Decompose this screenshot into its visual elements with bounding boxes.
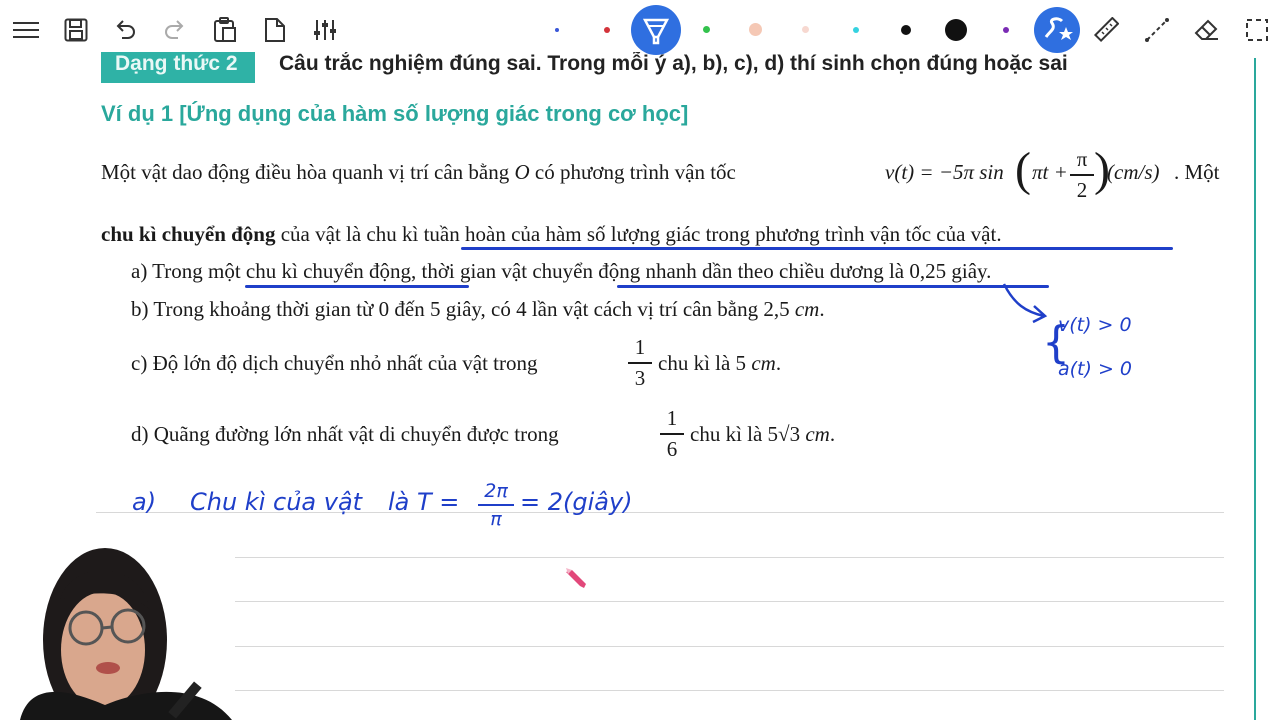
handwritten-underline-2 — [245, 285, 469, 288]
pi-over-2-fraction: π 2 — [1070, 147, 1094, 203]
undo-icon[interactable] — [107, 8, 143, 52]
handwritten-brace: { — [1042, 317, 1070, 368]
presenter-webcam — [0, 540, 235, 720]
paren-open: ( — [1015, 143, 1031, 196]
color-black-small[interactable] — [901, 25, 911, 35]
clipboard-icon[interactable] — [207, 8, 243, 52]
page-right-border — [1254, 58, 1256, 720]
handwritten-underline-3 — [617, 285, 1049, 288]
option-c: c) Độ lớn độ dịch chuyển nhỏ nhất của vật trong — [131, 351, 538, 375]
one-sixth-fraction: 1 6 — [660, 406, 684, 462]
question-type-tag: Dạng thức 2 — [101, 52, 255, 83]
page-icon[interactable] — [257, 8, 293, 52]
highlighter-tool-active[interactable] — [631, 5, 681, 55]
handwritten-fraction: 2π π — [478, 480, 514, 530]
question-type-description: Câu trắc nghiệm đúng sai. Trong mỗi ý a), b), c), d) thí sinh chọn đúng hoặc sai — [279, 52, 1068, 75]
velocity-equation-arg: πt + — [1032, 160, 1068, 184]
line-icon[interactable] — [1139, 8, 1175, 52]
eraser-icon[interactable] — [1189, 8, 1225, 52]
problem-text-line1: Một vật dao động điều hòa quanh vị trí cân bằng O có phương trình vận tốc — [101, 160, 736, 184]
option-d: d) Quãng đường lớn nhất vật di chuyển được trong — [131, 422, 559, 446]
note-line — [96, 601, 1224, 602]
problem-text-mot: . Một — [1174, 160, 1220, 184]
paren-close: ) — [1094, 143, 1110, 196]
pen-cursor-icon — [566, 566, 592, 592]
color-green[interactable] — [703, 26, 710, 33]
menu-icon[interactable] — [8, 8, 44, 52]
settings-sliders-icon[interactable] — [307, 8, 343, 52]
note-line — [96, 557, 1224, 558]
option-a: a) Trong một chu kì chuyển động, thời gian vật chuyển động nhanh dần theo chiều dương là 0,25 giây. — [131, 259, 992, 283]
handwritten-note-velocity: v(t) > 0 — [1058, 314, 1132, 336]
color-blue-small[interactable] — [555, 28, 559, 32]
example-title: Ví dụ 1 [Ứng dụng của hàm số lượng giác trong cơ học] — [101, 101, 689, 126]
shapes-tool-icon[interactable] — [1034, 7, 1080, 53]
option-b: b) Trong khoảng thời gian từ 0 đến 5 giây, có 4 lần vật cách vị trí cân bằng 2,5 cm. — [131, 297, 825, 321]
color-cyan[interactable] — [853, 27, 859, 33]
handwritten-answer-label: a) — [132, 488, 157, 516]
velocity-equation-lhs: v(t) = −5π sin — [885, 160, 1004, 184]
presenter-image — [0, 540, 235, 720]
toolbar — [0, 0, 1280, 60]
ruler-icon[interactable] — [1088, 8, 1124, 52]
handwritten-underline-1 — [461, 247, 1173, 250]
color-light-pink[interactable] — [802, 26, 809, 33]
handwritten-answer-text: Chu kì của vật — [190, 488, 363, 516]
problem-text-line2: chu kì chuyển động của vật là chu kì tuần hoàn của hàm số lượng giác trong phương trình vận tốc của vật. — [101, 222, 1002, 246]
color-black-large[interactable] — [945, 19, 967, 41]
option-c-rest: chu kì là 5 cm. — [658, 351, 782, 375]
selection-icon[interactable] — [1239, 8, 1275, 52]
handwritten-note-acceleration: a(t) > 0 — [1058, 358, 1133, 380]
note-line — [96, 646, 1224, 647]
velocity-unit: (cm/s) — [1107, 160, 1160, 184]
color-peach[interactable] — [749, 23, 762, 36]
note-line — [96, 690, 1224, 691]
color-red[interactable] — [604, 27, 610, 33]
redo-icon[interactable] — [157, 8, 193, 52]
one-third-fraction: 1 3 — [628, 335, 652, 391]
handwritten-answer-la: là T = — [388, 488, 460, 516]
handwritten-answer-result: = 2(giây) — [520, 488, 633, 516]
color-purple[interactable] — [1003, 27, 1009, 33]
option-d-rest: chu kì là 5√3 cm. — [690, 422, 836, 446]
save-icon[interactable] — [58, 8, 94, 52]
